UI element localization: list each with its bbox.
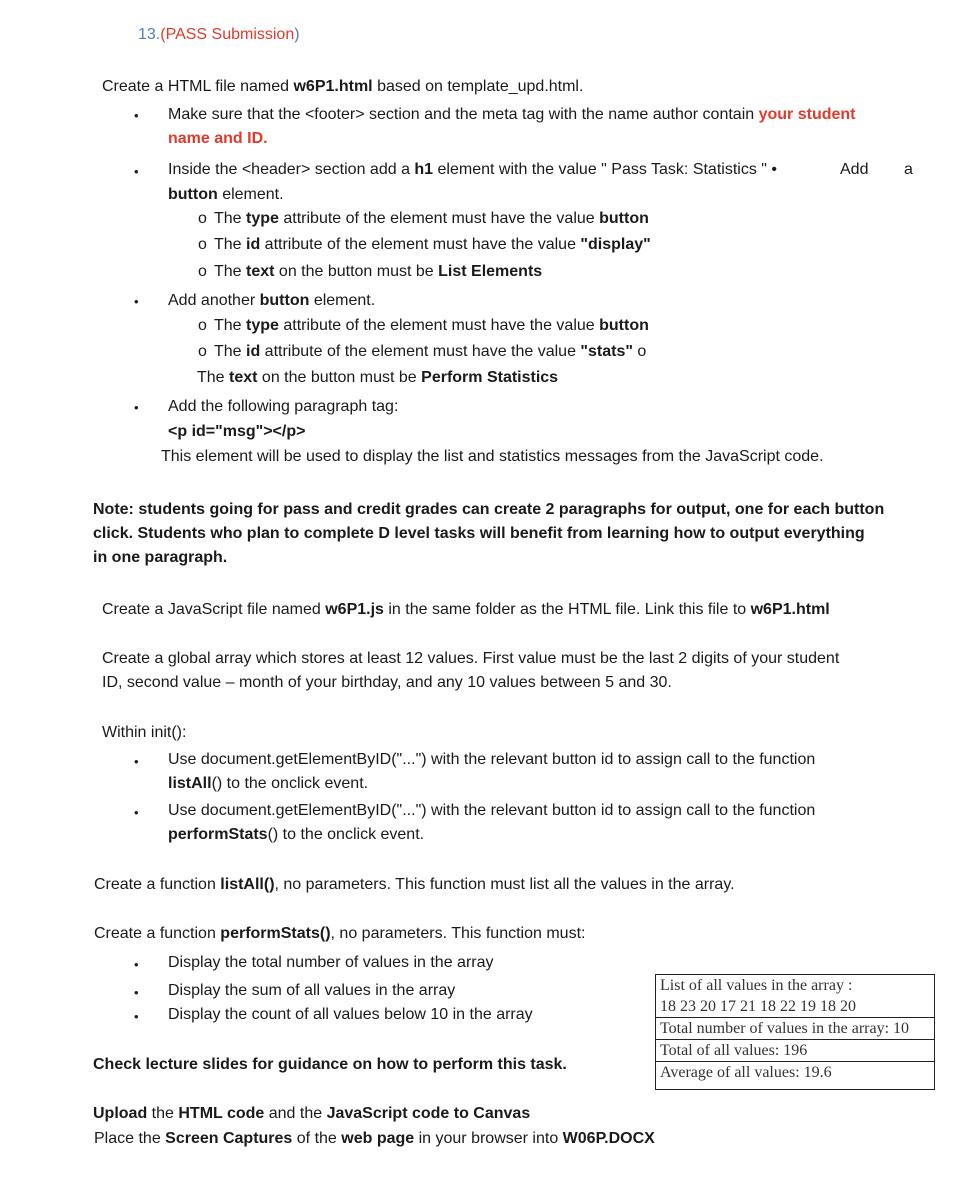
bullet-dot: • [134, 108, 139, 123]
bullet-dot: • [134, 294, 139, 309]
task-heading: 13.(PASS Submission) [138, 26, 300, 43]
sub-item-type: o The type attribute of the element must have the value button [198, 317, 649, 334]
output-line: Total of all values: 196 [656, 1039, 934, 1061]
list-item: Display the count of all values below 10 in the array [168, 1006, 533, 1023]
output-line: 18 23 20 17 21 18 22 19 18 20 [660, 998, 856, 1015]
intro-paragraph: Create a HTML file named w6P1.html based on template_upd.html. [102, 78, 584, 95]
output-line: Average of all values: 19.6 [656, 1061, 934, 1083]
bullet-dot: • [134, 1009, 139, 1024]
bullet-paragraph-tag: Add the following paragraph tag: [168, 398, 399, 415]
sub-item-text: o The text on the button must be List Elements [198, 263, 543, 280]
list-item: Display the sum of all values in the array [168, 982, 456, 999]
bullet-dot: • [134, 985, 139, 1000]
task-title: PASS Submission [165, 26, 295, 43]
array-paragraph: Create a global array which stores at least 12 values. First value must be the last 2 digits of your student [102, 650, 840, 667]
task-number: 13. [138, 26, 161, 43]
listall-paragraph: Create a function listAll(), no parameters. This function must list all the values in the array. [94, 876, 735, 893]
sub-item-id: o The id attribute of the element must have the value "stats" o [198, 343, 647, 360]
bullet-footer: Make sure that the <footer> section and the meta tag with the name author contain your student [168, 106, 856, 123]
bullet-header: Inside the <header> section add a h1 element with the value " Pass Task: Statistics " • [168, 161, 778, 178]
bullet-dot: • [134, 957, 139, 972]
check-note: Check lecture slides for guidance on how to perform this task. [93, 1056, 567, 1073]
list-item: Display the total number of values in the array [168, 954, 494, 971]
output-line: List of all values in the array : [660, 977, 853, 994]
sub-item-text: The text on the button must be Perform Statistics [197, 369, 559, 386]
code-snippet: <p id="msg"></p> [168, 423, 306, 440]
init-item-performstats: Use document.getElementByID("...") with the relevant button id to assign call to the function [168, 802, 816, 819]
place-instruction: Place the Screen Captures of the web page in your browser into W06P.DOCX [94, 1130, 655, 1147]
init-title: Within init(): [102, 724, 187, 741]
sub-item-id: o The id attribute of the element must have the value "display" [198, 236, 651, 253]
upload-instruction: Upload the HTML code and the JavaScript code to Canvas [93, 1105, 531, 1122]
init-item-listall: Use document.getElementByID("...") with the relevant button id to assign call to the function [168, 751, 816, 768]
bullet-dot: • [134, 400, 139, 415]
bullet-dot: • [134, 164, 139, 179]
note-paragraph: Note: students going for pass and credit grades can create 2 paragraphs for output, one for each button [93, 501, 885, 518]
js-file-paragraph: Create a JavaScript file named w6P1.js in the same folder as the HTML file. Link this file to w6P1.html [102, 601, 830, 618]
performstats-paragraph: Create a function performStats(), no parameters. This function must: [94, 925, 586, 942]
bullet-dot: • [134, 805, 139, 820]
bullet-dot: • [134, 754, 139, 769]
bullet-another-button: Add another button element. [168, 292, 376, 309]
output-line: Total number of values in the array: 10 [656, 1017, 934, 1039]
sub-item-type: o The type attribute of the element must have the value button [198, 210, 649, 227]
sample-output-box [655, 974, 935, 1090]
